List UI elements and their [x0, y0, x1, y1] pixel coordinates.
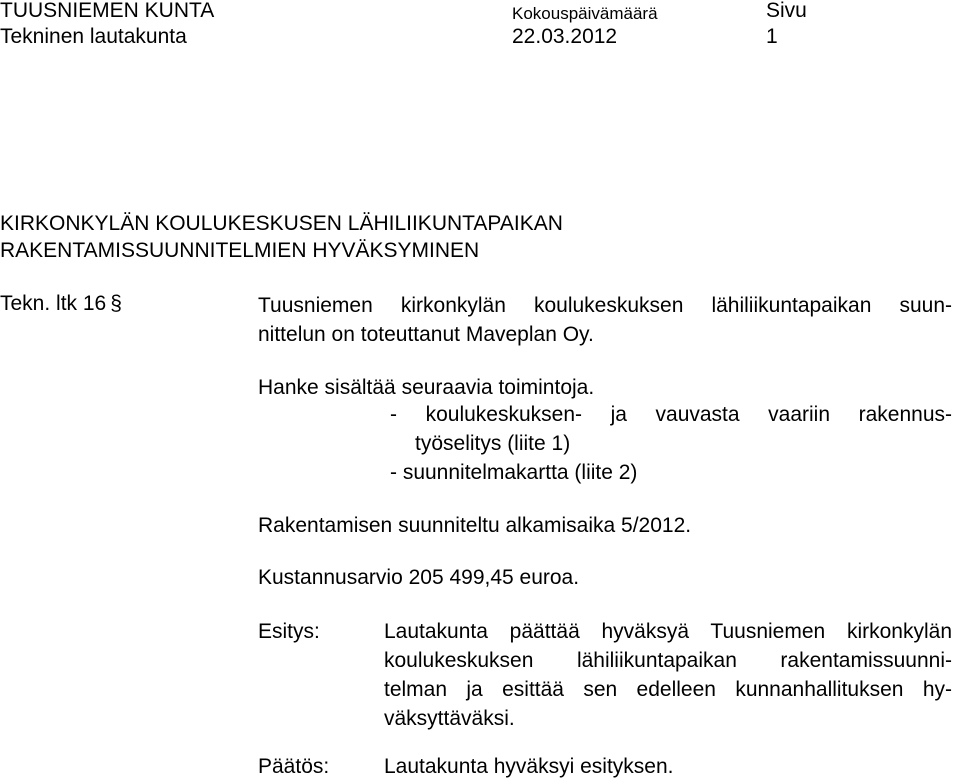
contents-heading: Hanke sisältää seuraavia toimintoja.: [258, 376, 595, 399]
proposal-text: [384, 617, 952, 733]
document-title-line-2: RAKENTAMISSUUNNITELMIEN HYVÄKSYMINEN: [0, 239, 480, 262]
proposal-line-1: Lautakunta päättää hyväksyä Tuusniemen kirkonkylän: [384, 620, 952, 643]
section-mark: §: [110, 292, 122, 315]
meeting-date-label: Kokouspäivämäärä: [512, 4, 658, 23]
meeting-date: 22.03.2012: [512, 25, 618, 48]
board-name: Tekninen lautakunta: [0, 25, 187, 48]
intro-paragraph: [258, 291, 952, 349]
document-title-line-1: KIRKONKYLÄN KOULUKESKUSEN LÄHILIIKUNTAPAIKAN: [0, 212, 563, 235]
proposal-line-4: väksyttäväksi.: [384, 707, 515, 730]
proposal-line-2: koulukeskuksen lähiliikuntapaikan rakentamissuunni-: [384, 649, 952, 672]
section-reference: [0, 289, 122, 318]
section-reference-text: Tekn. ltk 16: [0, 292, 107, 315]
proposal-label: Esitys:: [258, 620, 320, 643]
cost-estimate: Kustannusarvio 205 499,45 euroa.: [258, 566, 580, 589]
decision-text: Lautakunta hyväksyi esityksen.: [384, 755, 674, 778]
bullet-1-line-2: työselitys (liite 1): [415, 432, 571, 455]
proposal-line-3: telman ja esittää sen edelleen kunnanhallituksen hy-: [384, 678, 952, 701]
bullet-item-1: [390, 400, 952, 429]
bullet-item-2: - suunnitelmakartta (liite 2): [390, 461, 638, 484]
decision-label: Päätös:: [258, 755, 330, 778]
municipality-name: TUUSNIEMEN KUNTA: [0, 0, 215, 22]
bullet-1-line-1: - koulukeskuksen- ja vauvasta vaariin rakennus-: [390, 403, 952, 426]
page-label: Sivu: [766, 0, 807, 22]
intro-line-1: Tuusniemen kirkonkylän koulukeskuksen lähiliikuntapaikan suun-: [258, 294, 952, 317]
start-date: Rakentamisen suunniteltu alkamisaika 5/2012.: [258, 514, 692, 537]
intro-line-2: nittelun on toteuttanut Maveplan Oy.: [258, 323, 594, 346]
page-number: 1: [766, 25, 778, 48]
